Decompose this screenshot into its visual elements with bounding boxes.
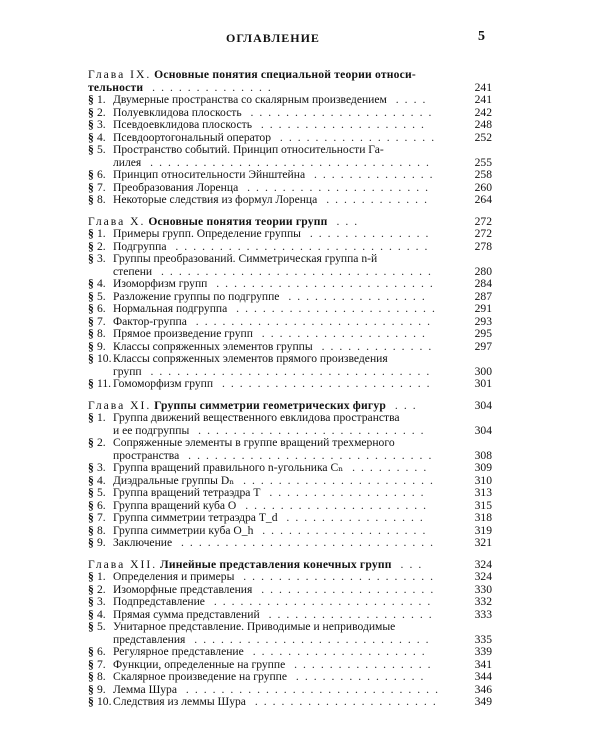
section-number: 8. — [97, 327, 106, 340]
section-page: 264 — [474, 193, 492, 206]
section-number: 9. — [97, 339, 106, 353]
section-symbol: § — [88, 536, 94, 549]
section-page: 332 — [474, 595, 492, 608]
chapter-page: 241 — [474, 80, 492, 94]
leader-dots: ................ — [279, 289, 431, 303]
section-number: 11. — [97, 377, 112, 390]
section-page: 278 — [474, 239, 492, 253]
section-number: 9. — [97, 536, 106, 549]
section-symbol: § — [88, 193, 94, 206]
section-page: 272 — [474, 227, 492, 240]
section-page: 333 — [474, 607, 492, 621]
section-page: 293 — [474, 314, 492, 328]
section-number: 7. — [97, 314, 106, 328]
leader-dots: ..................... — [241, 105, 438, 119]
section-symbol: § — [88, 143, 94, 156]
leader-dots: ............................ — [179, 448, 438, 462]
leader-dots: ............... — [287, 670, 430, 683]
section-symbol: § — [88, 105, 94, 119]
chapter-page: 324 — [474, 557, 492, 571]
chapter-title: Группы симметрии геометрических фигур — [154, 398, 387, 412]
section-title-cont: и ее подгруппы — [113, 423, 190, 437]
section-symbol: § — [88, 339, 94, 353]
section-title-cont: групп — [113, 364, 142, 378]
section-page: 335 — [474, 632, 492, 646]
section-number: 10. — [97, 695, 112, 708]
section-title: Изоморфные представления — [113, 582, 253, 596]
leader-dots: ............................... — [152, 264, 437, 278]
section-title: Группа движений вещественного евклидова пространства — [113, 411, 400, 424]
section-title: Подпредставление — [113, 595, 205, 608]
section-title: Нормальная подгруппа — [113, 302, 228, 315]
section-title: Псевдоортогональный оператор — [113, 130, 272, 144]
section-number: 7. — [97, 180, 106, 194]
leader-dots: ................................ — [141, 155, 435, 169]
section-title: Некоторые следствия из формул Лоренца — [113, 193, 318, 206]
section-title: Прямое произведение групп — [113, 327, 253, 340]
leader-dots: .............. — [143, 80, 277, 94]
chapter — [88, 559, 492, 709]
section-symbol: § — [88, 302, 94, 315]
leader-dots: ................... — [259, 607, 438, 621]
section-number: 5. — [97, 620, 106, 633]
page-header — [0, 31, 600, 51]
section-symbol: § — [88, 252, 94, 265]
leader-dots: ............ — [317, 193, 433, 206]
section-symbol: § — [88, 498, 94, 512]
chapter — [88, 400, 492, 550]
section-symbol: § — [88, 511, 94, 524]
section-page: 310 — [474, 473, 492, 487]
section-number: 1. — [97, 93, 106, 106]
section-page: 300 — [474, 364, 492, 378]
section-number: 5. — [97, 289, 106, 303]
section-page: 346 — [474, 682, 492, 696]
section-symbol: § — [88, 130, 94, 144]
section-page: 297 — [474, 339, 492, 353]
chapter-page: 304 — [474, 398, 492, 412]
leader-dots: .............. — [300, 227, 435, 240]
section-page: 295 — [474, 327, 492, 340]
section-title: Принцип относительности Эйнштейна — [113, 168, 306, 181]
section-symbol: § — [88, 314, 94, 328]
section-number: 2. — [97, 582, 106, 596]
section-title: Изоморфизм групп — [113, 277, 208, 290]
section-page: 315 — [474, 498, 492, 512]
section-number: 3. — [97, 118, 106, 131]
section-title-cont: степени — [113, 264, 153, 278]
section-symbol: § — [88, 277, 94, 290]
section-symbol: § — [88, 523, 94, 537]
section-number: 10. — [97, 352, 112, 365]
leader-dots: .................. — [271, 130, 441, 144]
section-page: 308 — [474, 448, 492, 462]
section-title: Следствия из леммы Шура — [113, 695, 246, 708]
section-page: 255 — [474, 155, 492, 169]
leader-dots: ..................... — [245, 695, 442, 708]
section-symbol: § — [88, 620, 94, 633]
section-title: Заключение — [113, 536, 173, 549]
section-symbol: § — [88, 411, 94, 424]
section-number: 9. — [97, 682, 106, 696]
section-number: 1. — [97, 570, 106, 583]
section-number: 2. — [97, 105, 106, 119]
section-title: Сопряженные элементы в группе вращений трехмерного — [113, 436, 395, 449]
section-page: 319 — [474, 523, 492, 537]
section-number: 2. — [97, 239, 106, 253]
section-title: Полуевклидова плоскость — [113, 105, 242, 119]
section-number: 6. — [97, 168, 106, 181]
leader-dots: ......................... — [204, 595, 437, 608]
section-title: Скалярное произведение на группе — [113, 670, 288, 683]
section-page: 287 — [474, 289, 492, 303]
section-number: 4. — [97, 277, 106, 290]
section-number: 7. — [97, 657, 106, 671]
section-page: 260 — [474, 180, 492, 194]
section-page: 321 — [474, 536, 492, 549]
section-number: 5. — [97, 486, 106, 499]
section-title: Определения и примеры — [113, 570, 235, 583]
section-number: 1. — [97, 227, 106, 240]
section-symbol: § — [88, 327, 94, 340]
section-symbol: § — [88, 645, 94, 658]
toc-entry[interactable] — [88, 194, 492, 207]
section-number: 6. — [97, 645, 106, 658]
leader-dots: ....................... — [227, 302, 441, 315]
chapter-page: 272 — [474, 214, 492, 228]
section-page: 304 — [474, 423, 492, 437]
section-title: Функции, определенные на группе — [113, 657, 286, 671]
leader-dots: ................... — [253, 523, 432, 537]
leader-dots: ..................... — [238, 180, 435, 194]
section-symbol: § — [88, 582, 94, 596]
section-symbol: § — [88, 239, 94, 253]
section-page: 252 — [474, 130, 492, 144]
section-symbol: § — [88, 657, 94, 671]
leader-dots: .................... — [252, 582, 440, 596]
section-page: 344 — [474, 670, 492, 683]
section-title: Группа вращений куба O — [113, 498, 237, 512]
chapter-title: Линейные представления конечных групп — [160, 557, 392, 571]
leader-dots: ......... — [343, 461, 433, 474]
section-page: 330 — [474, 582, 492, 596]
section-number: 3. — [97, 461, 106, 474]
section-title: Подгруппа — [113, 239, 167, 253]
section-page: 341 — [474, 657, 492, 671]
section-page: 324 — [474, 570, 492, 583]
section-title: Псевдоевклидова плоскость — [113, 118, 252, 131]
leader-dots: ................... — [251, 118, 430, 131]
section-symbol: § — [88, 352, 94, 365]
section-title: Классы сопряженных элементов прямого произведения — [113, 352, 388, 365]
toc-entry[interactable] — [88, 696, 492, 709]
section-number: 1. — [97, 411, 106, 424]
chapter-label: Глава XII. — [88, 557, 158, 571]
section-symbol: § — [88, 607, 94, 621]
section-title: Примеры групп. Определение группы — [113, 227, 301, 240]
section-title: Лемма Шура — [113, 682, 178, 696]
section-title: Регулярное представление — [113, 645, 244, 658]
section-page: 318 — [474, 511, 492, 524]
section-number: 4. — [97, 473, 106, 487]
section-title: Диэдральные группы Dₙ — [113, 473, 235, 487]
leader-dots: ............................. — [177, 682, 444, 696]
section-title: Группа симметрии тетраэдра T_d — [113, 511, 278, 524]
leader-dots: ................................ — [141, 364, 436, 378]
section-symbol: § — [88, 670, 94, 683]
section-title: Гомоморфизм групп — [113, 377, 214, 390]
section-symbol: § — [88, 180, 94, 194]
leader-dots: ... — [391, 557, 428, 571]
section-symbol: § — [88, 227, 94, 240]
section-symbol: § — [88, 682, 94, 696]
section-number: 8. — [97, 523, 106, 537]
section-page: 241 — [474, 93, 492, 106]
section-number: 6. — [97, 498, 106, 512]
section-page: 258 — [474, 168, 492, 181]
section-page: 291 — [474, 302, 492, 315]
leader-dots: .................. — [260, 486, 430, 499]
page-number: 5 — [478, 29, 485, 44]
section-number: 4. — [97, 607, 106, 621]
section-symbol: § — [88, 118, 94, 131]
section-title: Классы сопряженных элементов группы — [113, 339, 313, 353]
chapter — [88, 69, 492, 207]
section-page: 284 — [474, 277, 492, 290]
section-symbol: § — [88, 473, 94, 487]
section-title: Пространство событий. Принцип относительности Га- — [113, 143, 384, 156]
section-page: 242 — [474, 105, 492, 119]
chapter-title: Основные понятия специальной теории относи- — [154, 68, 416, 81]
section-number: 2. — [97, 436, 106, 449]
section-title: Прямая сумма представлений — [113, 607, 260, 621]
leader-dots: ........................ — [213, 377, 436, 390]
leader-dots: ................ — [277, 511, 429, 524]
leader-dots: ............. — [312, 339, 438, 353]
section-title-cont: пространства — [113, 448, 180, 462]
section-symbol: § — [88, 570, 94, 583]
section-number: 7. — [97, 511, 106, 524]
section-number: 4. — [97, 130, 106, 144]
section-title: Группа симметрии куба O_h — [113, 523, 254, 537]
section-title-cont: лилея — [113, 155, 142, 169]
chapter-title: Основные понятия теории групп — [148, 214, 328, 228]
section-page: 248 — [474, 118, 492, 131]
leader-dots: ................... — [252, 327, 431, 340]
section-symbol: § — [88, 168, 94, 181]
leader-dots: .............. — [305, 168, 439, 181]
toc-entry[interactable] — [88, 537, 492, 550]
section-title: Преобразования Лоренца — [113, 180, 239, 194]
chapter — [88, 216, 492, 391]
section-symbol: § — [88, 595, 94, 608]
section-page: 309 — [474, 461, 492, 474]
section-title: Группа вращений правильного n-угольника Cₙ — [113, 461, 344, 474]
section-title: Группа вращений тетраэдра T — [113, 486, 261, 499]
section-page: 280 — [474, 264, 492, 278]
leader-dots: ................ — [285, 657, 437, 671]
leader-dots: .... — [386, 93, 432, 106]
section-page: 349 — [474, 695, 492, 708]
leader-dots: ... — [386, 398, 422, 412]
leader-dots: ............................. — [166, 239, 434, 253]
leader-dots: ........................... — [185, 632, 435, 646]
leader-dots: ..................... — [236, 498, 433, 512]
section-number: 8. — [97, 670, 106, 683]
chapter-label: Глава X. — [88, 214, 146, 228]
section-page: 339 — [474, 645, 492, 658]
leader-dots: ......................... — [207, 277, 439, 290]
section-number: 8. — [97, 193, 106, 206]
chapter-label: Глава XI. — [88, 398, 152, 412]
section-title: Разложение группы по подгруппе — [113, 289, 280, 303]
section-symbol: § — [88, 486, 94, 499]
section-number: 6. — [97, 302, 106, 315]
leader-dots: ............................. — [172, 536, 440, 549]
section-number: 3. — [97, 595, 106, 608]
chapter-label: Глава IX. — [88, 68, 152, 81]
section-title: Группы преобразований. Симметрическая группа n-й — [113, 252, 378, 265]
section-symbol: § — [88, 93, 94, 106]
leader-dots: ... — [327, 214, 364, 228]
section-page: 301 — [474, 377, 492, 390]
section-page: 313 — [474, 486, 492, 499]
leader-dots: ........................... — [186, 314, 437, 328]
section-title: Двумерные пространства со скалярным произведением — [113, 93, 387, 106]
leader-dots: ...................... — [234, 473, 439, 487]
section-symbol: § — [88, 695, 94, 708]
section-title: Фактор-группа — [113, 314, 187, 328]
section-symbol: § — [88, 436, 94, 449]
chapter-title-cont: тельности — [88, 80, 144, 94]
section-number: 5. — [97, 143, 106, 156]
section-symbol: § — [88, 377, 94, 390]
leader-dots: .......................... — [189, 423, 430, 437]
leader-dots: ...................... — [234, 570, 440, 583]
leader-dots: .................... — [243, 645, 431, 658]
section-title: Унитарное представление. Приводимые и неприводимые — [113, 620, 396, 633]
table-of-contents — [88, 69, 492, 709]
section-symbol: § — [88, 461, 94, 474]
section-number: 3. — [97, 252, 106, 265]
section-symbol: § — [88, 289, 94, 303]
running-title: ОГЛАВЛЕНИЕ — [226, 31, 320, 45]
toc-entry[interactable] — [88, 378, 492, 391]
section-title-cont: представления — [113, 632, 186, 646]
